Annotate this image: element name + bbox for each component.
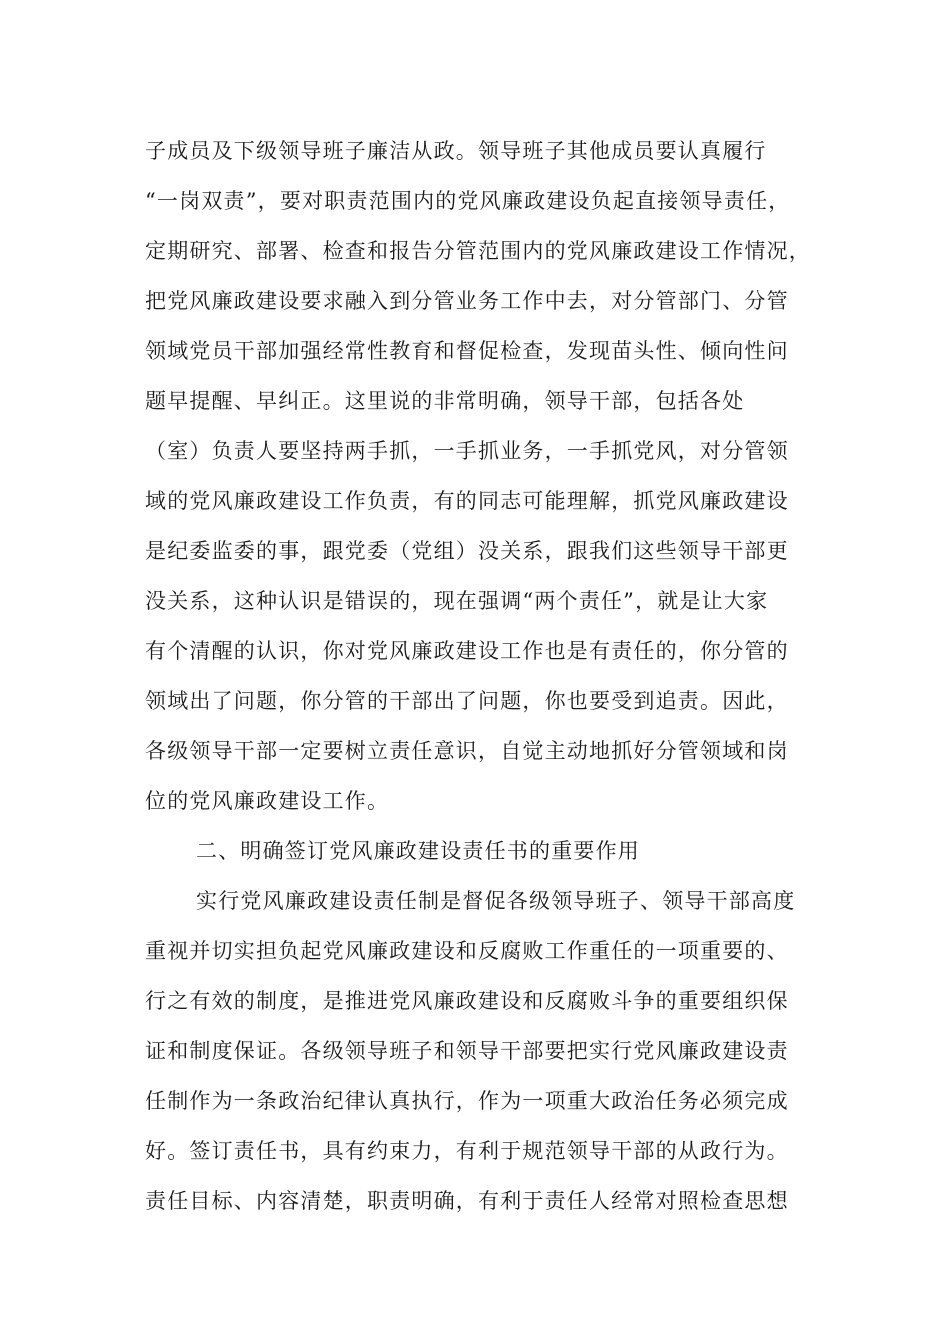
paragraph-line: 子成员及下级领导班子廉洁从政。领导班子其他成员要认真履行 (145, 139, 767, 163)
paragraph-line: 责任目标、内容清楚，职责明确，有利于责任人经常对照检查思想 (145, 1189, 789, 1213)
paragraph-line: 好。签订责任书，具有约束力，有利于规范领导干部的从政行为。 (145, 1139, 789, 1163)
paragraph-line: 实行党风廉政建设责任制是督促各级领导班子、领导干部高度 (196, 889, 796, 913)
paragraph-line: 有个清醒的认识，你对党风廉政建设工作也是有责任的，你分管的 (145, 639, 789, 663)
paragraph-line: 领域出了问题，你分管的干部出了问题，你也要受到追责。因此， (145, 689, 789, 713)
paragraph-line: 域的党风廉政建设工作负责，有的同志可能理解，抓党风廉政建设 (145, 489, 789, 513)
paragraph-line: 领域党员干部加强经常性教育和督促检查，发现苗头性、倾向性问 (145, 339, 789, 363)
paragraph-line: 把党风廉政建设要求融入到分管业务工作中去，对分管部门、分管 (145, 289, 789, 313)
paragraph-line: 证和制度保证。各级领导班子和领导干部要把实行党风廉政建设责 (145, 1039, 789, 1063)
section-heading: 二、明确签订党风廉政建设责任书的重要作用 (196, 839, 640, 863)
paragraph-line: 行之有效的制度，是推进党风廉政建设和反腐败斗争的重要组织保 (145, 989, 789, 1013)
paragraph-line: 位的党风廉政建设工作。 (145, 789, 390, 813)
paragraph-line: “一岗双责”，要对职责范围内的党风廉政建设负起直接领导责任， (145, 189, 791, 213)
paragraph-line: 各级领导干部一定要树立责任意识，自觉主动地抓好分管领域和岗 (145, 739, 789, 763)
paragraph-line: 重视并切实担负起党风廉政建设和反腐败工作重任的一项重要的、 (145, 939, 789, 963)
paragraph-line: 题早提醒、早纠正。这里说的非常明确，领导干部，包括各处 (145, 389, 745, 413)
paragraph-line: 任制作为一条政治纪律认真执行，作为一项重大政治任务必须完成 (145, 1089, 789, 1113)
paragraph-line: 是纪委监委的事，跟党委（党组）没关系，跟我们这些领导干部更 (145, 539, 789, 563)
paragraph-line: 定期研究、部署、检查和报告分管范围内的党风廉政建设工作情况， (145, 239, 811, 263)
paragraph-line: （室）负责人要坚持两手抓，一手抓业务，一手抓党风，对分管领 (145, 439, 789, 463)
paragraph-line: 没关系，这种认识是错误的，现在强调“两个责任”，就是让大家 (145, 589, 769, 613)
